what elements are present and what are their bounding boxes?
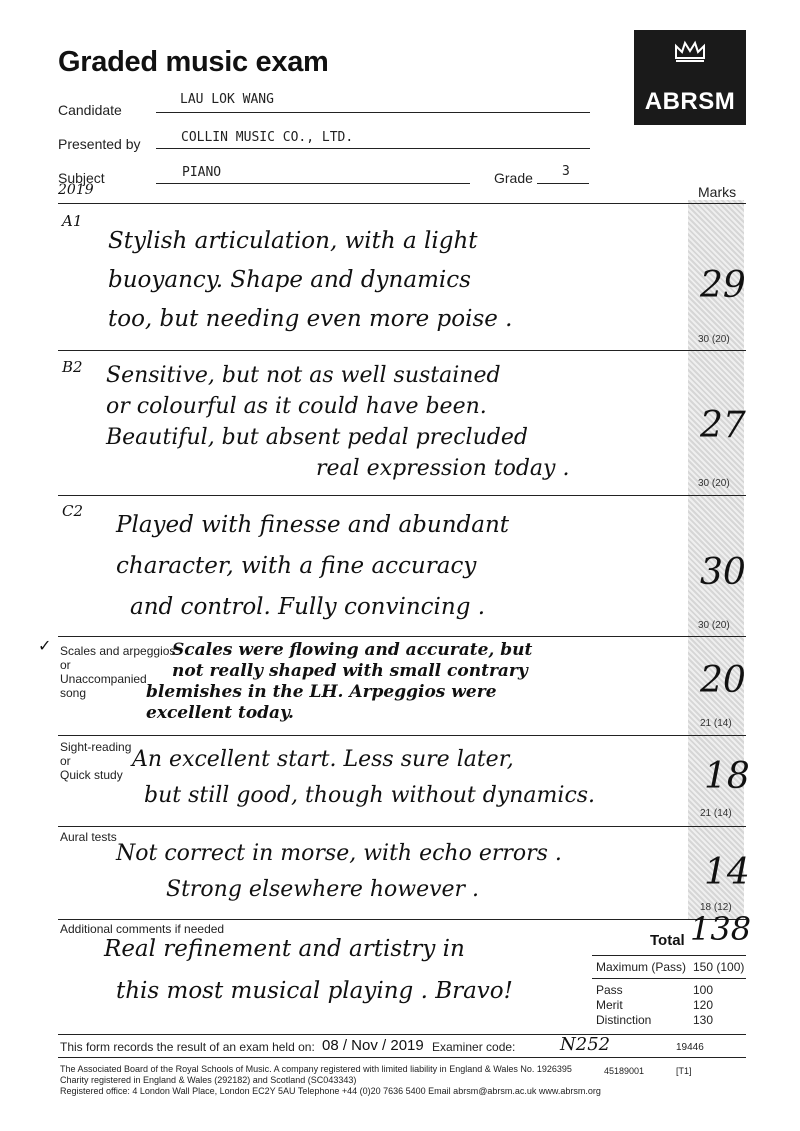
total-label: Total	[650, 932, 685, 949]
section-mark: 27	[700, 405, 746, 446]
examiner-comment: Sensitive, but not as well sustained or colourful as it could have been. Beautiful, but absent pedal precluded real expression today .	[106, 363, 570, 481]
presented-by-line	[156, 148, 590, 149]
section-label: Sight-reading or Quick study	[60, 740, 132, 782]
total-value: 138	[690, 910, 752, 948]
exam-date: 08 / Nov / 2019	[322, 1037, 424, 1054]
rule	[58, 826, 746, 827]
section-max: 30 (20)	[698, 620, 730, 631]
form-code: [T1]	[676, 1066, 692, 1076]
rule	[58, 735, 746, 736]
additional-comment: Real refinement and artistry in this most musical playing . Bravo!	[104, 936, 513, 1004]
subject-label: Subject	[58, 170, 105, 186]
merit-label: Merit	[596, 998, 623, 1012]
examiner-comment: Played with finesse and abundant character, with a fine accuracy and control. Fully convincing .	[116, 512, 509, 620]
marks-label: Marks	[698, 184, 737, 200]
pass-value: 100	[693, 983, 714, 997]
rule	[58, 203, 746, 204]
reference-number: 19446	[676, 1042, 704, 1053]
section-label: A1	[62, 212, 83, 230]
section-mark: 14	[704, 852, 750, 893]
section-label: B2	[62, 358, 83, 376]
brand-name: ABRSM	[644, 88, 736, 115]
examiner-comment: Stylish articulation, with a light buoyancy. Shape and dynamics too, but needing even more poise .	[108, 228, 513, 332]
rule	[58, 495, 746, 496]
record-text: This form records the result of an exam held on:	[60, 1040, 315, 1054]
candidate-value: LAU LOK WANG	[180, 92, 274, 107]
year-note: 2019	[58, 182, 94, 198]
form-title: Graded music exam	[58, 46, 329, 78]
subject-line	[156, 183, 470, 184]
examiner-comment: An excellent start. Less sure later, but still good, though without dynamics.	[132, 747, 596, 808]
candidate-line	[156, 112, 590, 113]
rule	[58, 636, 746, 637]
examiner-comment: Scales were flowing and accurate, but not really shaped with small contrary blemishes in the LH. Arpeggios were excellent today.	[146, 640, 533, 723]
section-max: 21 (14)	[700, 808, 732, 819]
legal-line: Registered office: 4 London Wall Place, London EC2Y 5AU Telephone +44 (0)20 7636 5400 Email abrsm@abrsm.ac.uk www.abrsm.org	[60, 1086, 601, 1096]
form-number: 45189001	[604, 1066, 645, 1076]
rule	[58, 1057, 746, 1058]
grade-value: 3	[562, 164, 570, 179]
section-mark: 29	[700, 265, 746, 306]
examiner-code: N252	[560, 1034, 611, 1055]
crown-icon	[634, 40, 746, 69]
rule	[58, 350, 746, 351]
distinction-value: 130	[693, 1013, 714, 1027]
section-label: Aural tests	[60, 830, 117, 844]
merit-value: 120	[693, 998, 714, 1012]
grade-label: Grade	[494, 170, 533, 186]
rule	[58, 919, 746, 920]
section-max: 30 (20)	[698, 334, 730, 345]
examiner-comment: Not correct in morse, with echo errors . Strong elsewhere however .	[116, 841, 562, 902]
presented-by-value: COLLIN MUSIC CO., LTD.	[181, 130, 354, 145]
section-mark: 20	[700, 660, 746, 701]
abrsm-logo	[634, 30, 746, 125]
section-mark: 18	[704, 756, 750, 797]
section-max: 30 (20)	[698, 478, 730, 489]
additional-label: Additional comments if needed	[60, 922, 225, 936]
maximum-label: Maximum (Pass)	[596, 960, 687, 974]
legal-line: Charity registered in England & Wales (292182) and Scotland (SC043343)	[60, 1075, 357, 1085]
subject-value: PIANO	[182, 165, 222, 180]
rule	[592, 978, 746, 979]
legal-line: The Associated Board of the Royal Schools of Music. A company registered with limited liability in England & Wales No. 1926395	[60, 1064, 572, 1074]
check-mark-icon: ✓	[38, 638, 52, 655]
rule	[58, 1034, 746, 1035]
grade-line	[537, 183, 589, 184]
presented-by-label: Presented by	[58, 136, 141, 152]
section-max: 21 (14)	[700, 718, 732, 729]
maximum-value: 150 (100)	[693, 960, 745, 974]
candidate-label: Candidate	[58, 102, 122, 118]
rule	[592, 955, 746, 956]
section-label: Scales and arpeggios or Unaccompanied song	[60, 644, 176, 700]
distinction-label: Distinction	[596, 1013, 652, 1027]
section-max: 18 (12)	[700, 902, 732, 913]
examiner-label: Examiner code:	[432, 1040, 516, 1054]
pass-label: Pass	[596, 983, 623, 997]
section-label: C2	[62, 502, 84, 520]
section-mark: 30	[700, 552, 746, 593]
